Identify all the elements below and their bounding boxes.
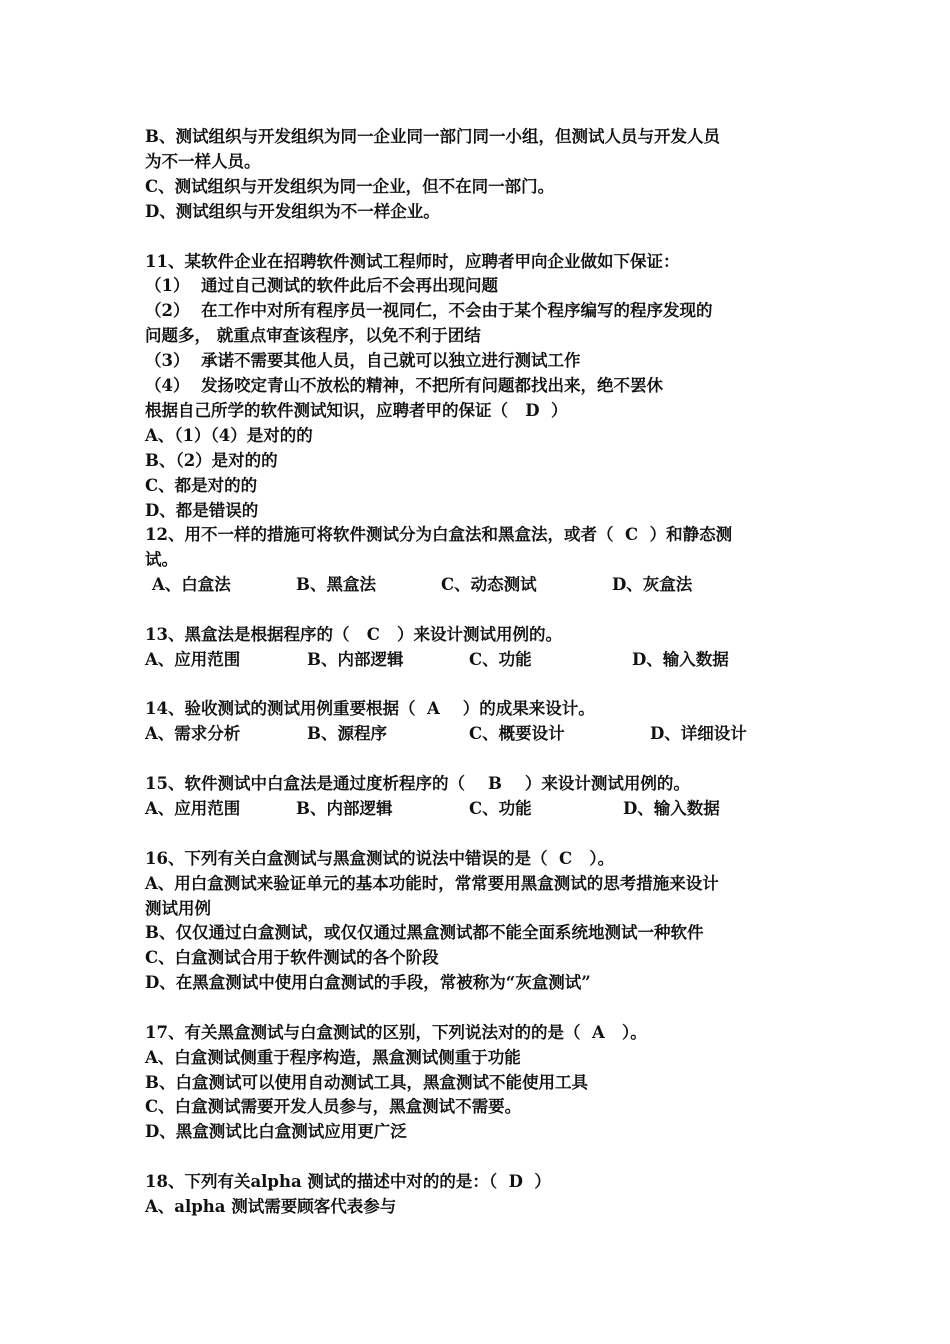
q14-option-a: A、需求分析 <box>145 724 241 743</box>
q16-option-b: B、仅仅通过白盒测试，或仅仅通过黑盒测试都不能全面系统地测试一种软件 <box>145 923 704 942</box>
q15-option-b: B、内部逻辑 <box>296 799 393 818</box>
q11-question: 根据自己所学的软件测试知识，应聘者甲的保证（ D ） <box>145 401 568 420</box>
q13-option-d: D、输入数据 <box>632 650 729 669</box>
q15-option-d: D、输入数据 <box>623 799 720 818</box>
q10-option-c: C、测试组织与开发组织为同一企业，但不在同一部门。 <box>145 177 555 196</box>
q14-option-b: B、源程序 <box>307 724 387 743</box>
q17-option-c: C、白盒测试需要开发人员参与，黑盒测试不需要。 <box>145 1097 522 1116</box>
q12-option-b: B、黑盒法 <box>296 575 376 594</box>
q18-stem: 18、下列有关alpha 测试的描述中对的的是：（ D ） <box>145 1172 551 1191</box>
q11-stem: 11、某软件企业在招聘软件测试工程师时，应聘者甲向企业做如下保证： <box>145 252 680 271</box>
q16-option-a-line2: 测试用例 <box>145 899 211 918</box>
q11-item-3: （3） 承诺不需要其他人员，自己就可以独立进行测试工作 <box>145 351 581 370</box>
q13-option-b: B、内部逻辑 <box>307 650 404 669</box>
q18-option-a: A、alpha 测试需要顾客代表参与 <box>145 1197 397 1216</box>
q14-stem: 14、验收测试的测试用例重要根据（ A ）的成果来设计。 <box>145 699 595 718</box>
q12-stem-line1: 12、用不一样的措施可将软件测试分为白盒法和黑盒法，或者（ C ）和静态测 <box>145 525 733 544</box>
q15-stem: 15、软件测试中白盒法是通过度析程序的（ B ）来设计测试用例的。 <box>145 774 690 793</box>
q14-option-d: D、详细设计 <box>650 724 747 743</box>
q15-option-c: C、功能 <box>469 799 532 818</box>
q17-stem: 17、有关黑盒测试与白盒测试的区别，下列说法对的的是（ A ）。 <box>145 1023 647 1042</box>
q11-item-2-line2: 问题多， 就重点审查该程序，以免不利于团结 <box>145 326 481 345</box>
q16-stem: 16、下列有关白盒测试与黑盒测试的说法中错误的是（ C ）。 <box>145 849 615 868</box>
q12-option-d: D、灰盒法 <box>612 575 693 594</box>
q12-option-c: C、动态测试 <box>441 575 537 594</box>
q10-option-d: D、测试组织与开发组织为不一样企业。 <box>145 202 440 221</box>
q13-option-a: A、应用范围 <box>145 650 241 669</box>
q12-stem-line2: 试。 <box>145 550 178 569</box>
q17-option-b: B、白盒测试可以使用自动测试工具，黑盒测试不能使用工具 <box>145 1073 588 1092</box>
q16-option-c: C、白盒测试合用于软件测试的各个阶段 <box>145 948 439 967</box>
q11-option-c: C、都是对的的 <box>145 476 258 495</box>
q11-option-a: A、（1）（4）是对的的 <box>145 426 313 445</box>
q13-option-c: C、功能 <box>469 650 532 669</box>
q11-option-d: D、都是错误的 <box>145 501 259 520</box>
q17-option-d: D、黑盒测试比白盒测试应用更广泛 <box>145 1122 407 1141</box>
q11-item-4: （4） 发扬咬定青山不放松的精神，不把所有问题都找出来，绝不罢休 <box>145 376 663 395</box>
q12-option-a: A、白盒法 <box>152 575 231 594</box>
q10-option-b-line2: 为不一样人员。 <box>145 152 261 171</box>
q15-option-a: A、应用范围 <box>145 799 241 818</box>
q16-option-d: D、在黑盒测试中使用白盒测试的手段，常被称为“灰盒测试” <box>145 973 591 992</box>
q16-option-a-line1: A、用白盒测试来验证单元的基本功能时，常常要用黑盒测试的思考措施来设计 <box>145 874 719 893</box>
q13-stem: 13、黑盒法是根据程序的（ C ）来设计测试用例的。 <box>145 625 563 644</box>
q11-option-b: B、（2）是对的的 <box>145 451 278 470</box>
q11-item-1: （1） 通过自己测试的软件此后不会再出现问题 <box>145 276 498 295</box>
q14-option-c: C、概要设计 <box>469 724 565 743</box>
q17-option-a: A、白盒测试侧重于程序构造，黑盒测试侧重于功能 <box>145 1048 521 1067</box>
q10-option-b-line1: B、测试组织与开发组织为同一企业同一部门同一小组，但测试人员与开发人员 <box>145 127 720 146</box>
q11-item-2-line1: （2） 在工作中对所有程序员一视同仁，不会由于某个程序编写的程序发现的 <box>145 301 713 320</box>
